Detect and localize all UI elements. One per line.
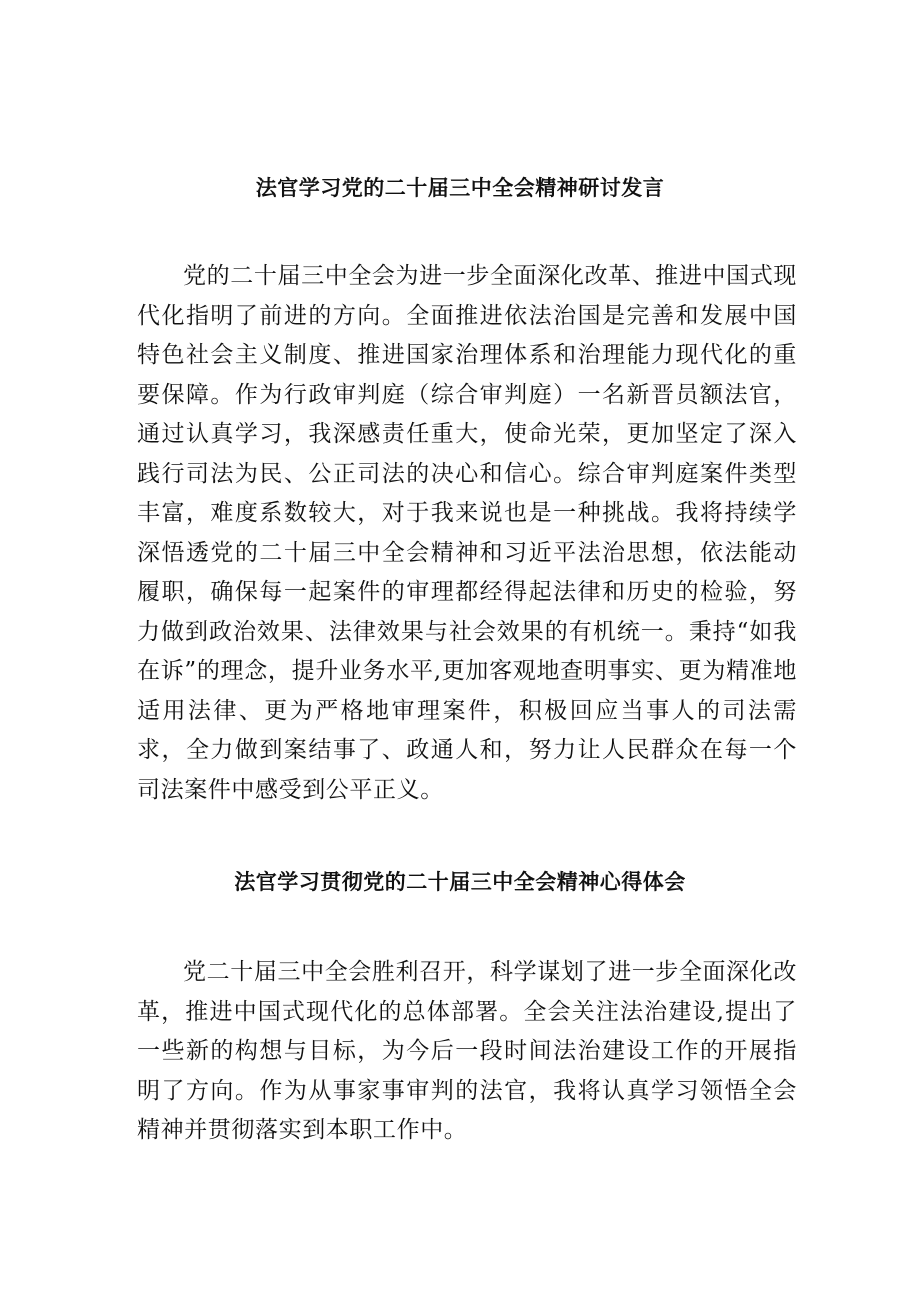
section-1-body: 党的二十届三中全会为进一步全面深化改革、推进中国式现代化指明了前进的方向。全面推进依法治国是完善和发展中国特色社会主义制度、推进国家治理体系和治理能力现代化的重要保障。作为行政审判庭（综合审判庭）一名新晋员额法官，通过认真学习，我深感责任重大，使命光荣，更加坚定了深入践行司法为民、公正司法的决心和信心。综合审判庭案件类型丰富，难度系数较大，对于我来说也是一种挑战。我将持续学深悟透党的二十届三中全会精神和习近平法治思想，依法能动履职，确保每一起案件的审理都经得起法律和历史的检验，努力做到政治效果、法律效果与社会效果的有机统一。秉持“如我在诉”的理念，提升业务水平,更加客观地查明事实、更为精准地适用法律、更为严格地审理案件，积极回应当事人的司法需求，全力做到案结事了、政通人和，努力让人民群众在每一个司法案件中感受到公平正义。 bbox=[137, 263, 797, 803]
section-1-title: 法官学习党的二十届三中全会精神研讨发言 bbox=[255, 176, 665, 200]
section-2-title: 法官学习贯彻党的二十届三中全会精神心得体会 bbox=[234, 870, 686, 894]
section-2-body: 党二十届三中全会胜利召开，科学谋划了进一步全面深化改革，推进中国式现代化的总体部署。全会关注法治建设,提出了一些新的构想与目标，为今后一段时间法治建设工作的开展指明了方向。作为从事家事审判的法官，我将认真学习领悟全会精神并贯彻落实到本职工作中。 bbox=[137, 959, 797, 1143]
